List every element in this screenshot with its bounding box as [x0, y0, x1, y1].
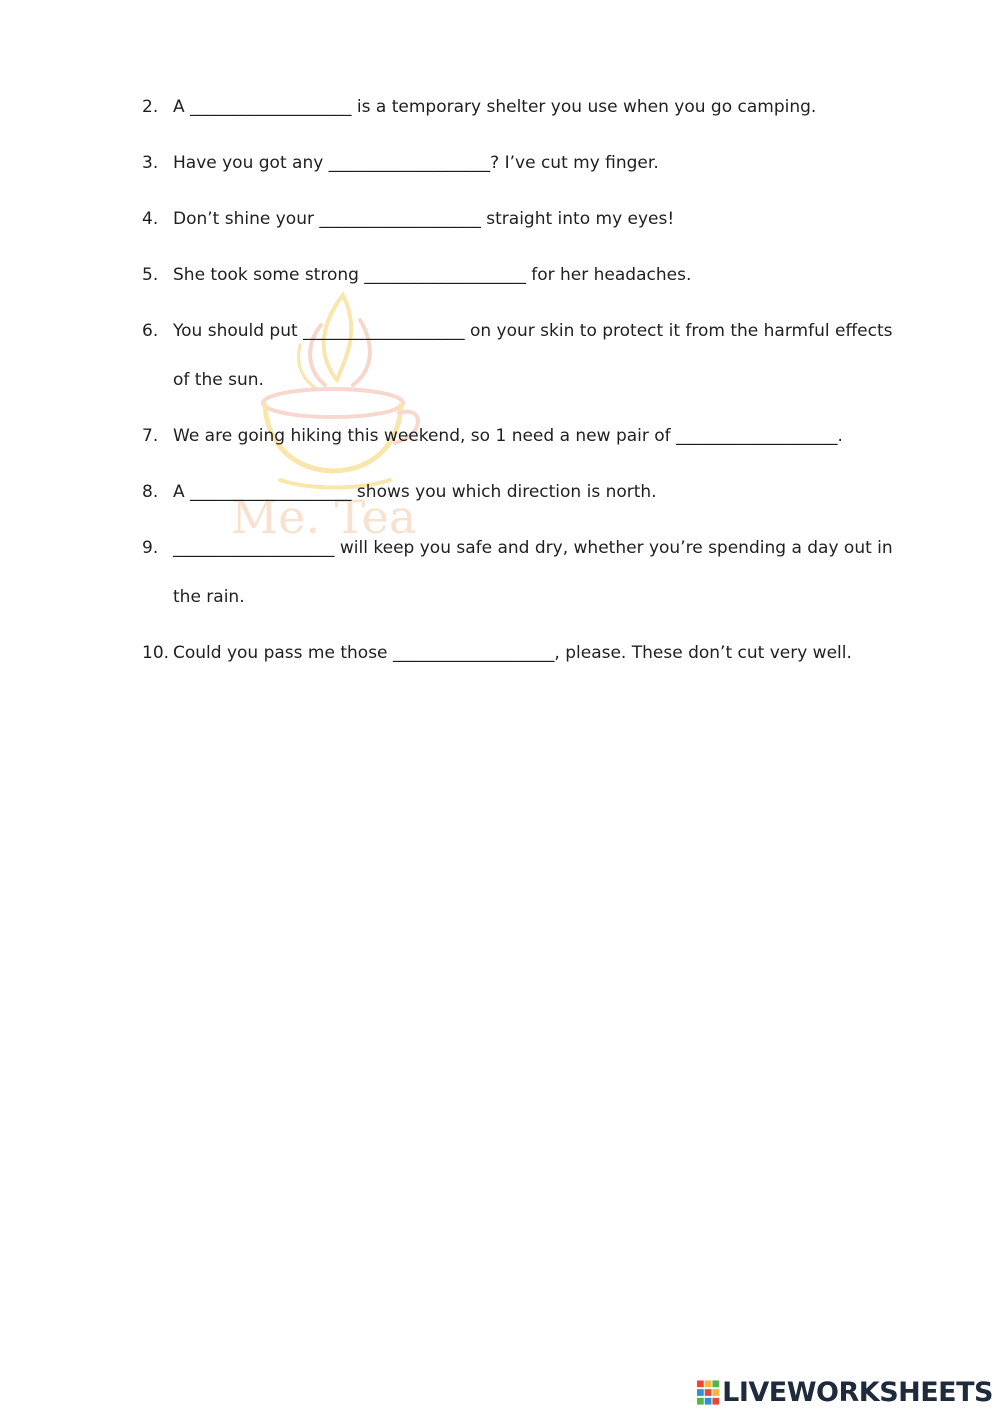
question-text: ___________________ will keep you safe and dry, whether you’re spending a day out in the rain.	[173, 538, 893, 607]
question-text: You should put ___________________ on your skin to protect it from the harmful effects of the sun.	[173, 321, 893, 390]
question-text: She took some strong ___________________ for her headaches.	[173, 265, 692, 285]
liveworksheets-logo-icon	[697, 1380, 720, 1406]
question-number: 10.	[142, 643, 170, 663]
question-number: 6.	[142, 321, 159, 341]
question-text: Don’t shine your ___________________ straight into my eyes!	[173, 209, 675, 229]
question-text: Have you got any ___________________? I’ve cut my finger.	[173, 153, 659, 173]
liveworksheets-logo[interactable]	[697, 1378, 993, 1408]
question-text: Could you pass me those ___________________, please. These don’t cut very well.	[173, 643, 852, 663]
question-number: 4.	[142, 209, 159, 229]
watermark-text: Me. Tea	[231, 490, 417, 544]
liveworksheets-logo-text: LIVEWORKSHEETS	[722, 1377, 993, 1408]
question-number: 7.	[142, 426, 159, 446]
question-number: 9.	[142, 538, 159, 558]
question-number: 3.	[142, 153, 159, 173]
question-number: 8.	[142, 482, 159, 502]
question-text: A ___________________ shows you which direction is north.	[173, 482, 657, 502]
question-text: A ___________________ is a temporary shelter you use when you go camping.	[173, 97, 817, 117]
question-number: 2.	[142, 97, 159, 117]
question-text: We are going hiking this weekend, so 1 need a new pair of ___________________.	[173, 426, 843, 446]
question-number: 5.	[142, 265, 159, 285]
